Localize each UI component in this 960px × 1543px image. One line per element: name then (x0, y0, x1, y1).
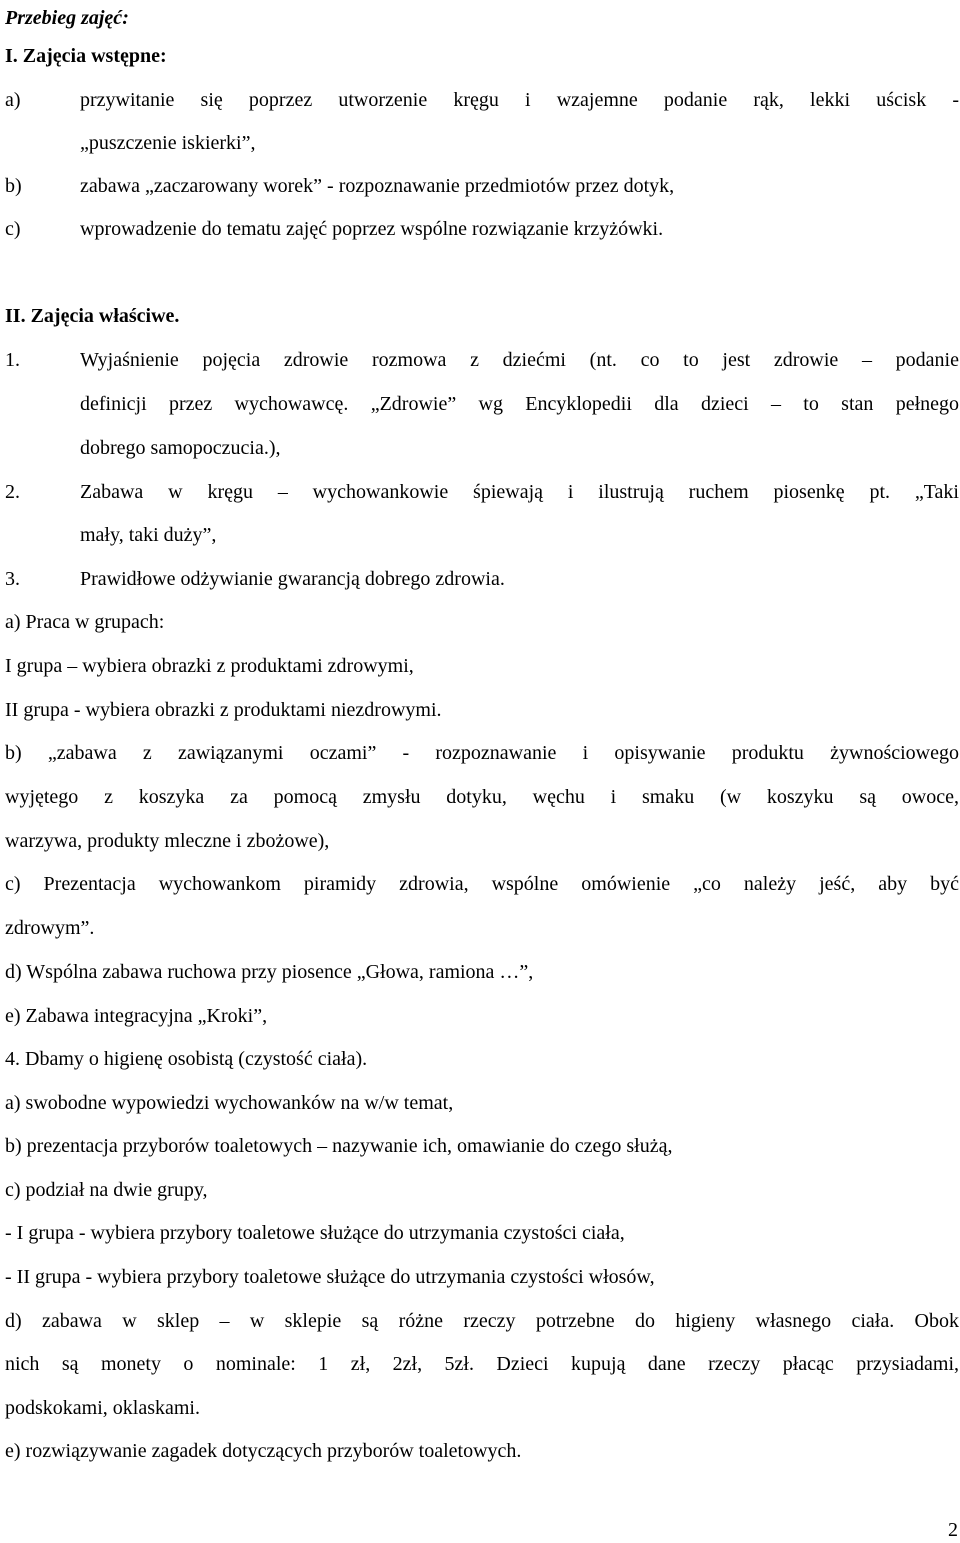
body-line: a) swobodne wypowiedzi wychowanków na w/w temat, (5, 1092, 454, 1114)
body-line: II grupa - wybiera obrazki z produktami niezdrowymi. (5, 699, 442, 721)
body-line: I grupa – wybiera obrazki z produktami zdrowymi, (5, 655, 414, 677)
page-title: Przebieg zajęć: (5, 7, 129, 29)
body-line: b) prezentacja przyborów toaletowych – nazywanie ich, omawianie do czego służą, (5, 1135, 673, 1157)
list-item-text: przywitanie się poprzez utworzenie kręgu i wzajemne podanie rąk, lekki uścisk - (80, 89, 959, 111)
body-line: a) Praca w grupach: (5, 611, 165, 633)
list-marker: b) (5, 175, 22, 197)
list-item-text: dobrego samopoczucia.), (80, 437, 281, 459)
list-item-text: Prawidłowe odżywianie gwarancją dobrego zdrowia. (80, 568, 505, 590)
list-marker: a) (5, 89, 21, 111)
body-line: - I grupa - wybiera przybory toaletowe służące do utrzymania czystości ciała, (5, 1222, 625, 1244)
body-line: podskokami, oklaskami. (5, 1397, 200, 1419)
body-line: d) Wspólna zabawa ruchowa przy piosence „Głowa, ramiona …”, (5, 961, 534, 983)
list-item-text: zabawa „zaczarowany worek” - rozpoznawanie przedmiotów przez dotyk, (80, 175, 675, 197)
body-line: - II grupa - wybiera przybory toaletowe służące do utrzymania czystości włosów, (5, 1266, 655, 1288)
list-item-text: wprowadzenie do tematu zajęć poprzez wspólne rozwiązanie krzyżówki. (80, 218, 664, 240)
list-marker: 2. (5, 481, 20, 503)
list-marker: 1. (5, 349, 20, 371)
body-line: wyjętego z koszyka za pomocą zmysłu dotyku, węchu i smaku (w koszyku są owoce, (5, 786, 959, 808)
body-line: d) zabawa w sklep – w sklepie są różne rzeczy potrzebne do higieny własnego ciała. Obok (5, 1310, 959, 1332)
list-item-text: Wyjaśnienie pojęcia zdrowie rozmowa z dziećmi (nt. co to jest zdrowie – podanie (80, 349, 959, 371)
list-marker: c) (5, 218, 21, 240)
page-number: 2 (948, 1519, 958, 1541)
body-line: warzywa, produkty mleczne i zbożowe), (5, 830, 330, 852)
list-item-text: Zabawa w kręgu – wychowankowie śpiewają i ilustrują ruchem piosenkę pt. „Taki (80, 481, 959, 503)
body-line: e) rozwiązywanie zagadek dotyczących przyborów toaletowych. (5, 1440, 522, 1462)
body-line: b) „zabawa z zawiązanymi oczami” - rozpoznawanie i opisywanie produktu żywnościowego (5, 742, 959, 764)
section-2-heading: II. Zajęcia właściwe. (5, 305, 180, 327)
body-line: c) Prezentacja wychowankom piramidy zdrowia, wspólne omówienie „co należy jeść, aby być (5, 873, 959, 895)
body-line: 4. Dbamy o higienę osobistą (czystość ciała). (5, 1048, 368, 1070)
section-1-heading: I. Zajęcia wstępne: (5, 45, 167, 67)
body-line: nich są monety o nominale: 1 zł, 2zł, 5zł. Dzieci kupują dane rzeczy płacąc przysiadami, (5, 1353, 959, 1375)
list-marker: 3. (5, 568, 20, 590)
body-line: e) Zabawa integracyjna „Kroki”, (5, 1005, 268, 1027)
body-line: zdrowym”. (5, 917, 95, 939)
list-item-text: mały, taki duży”, (80, 524, 217, 546)
body-line: c) podział na dwie grupy, (5, 1179, 208, 1201)
list-item-text: definicji przez wychowawcę. „Zdrowie” wg Encyklopedii dla dzieci – to stan pełnego (80, 393, 959, 415)
list-item-text: „puszczenie iskierki”, (80, 132, 256, 154)
